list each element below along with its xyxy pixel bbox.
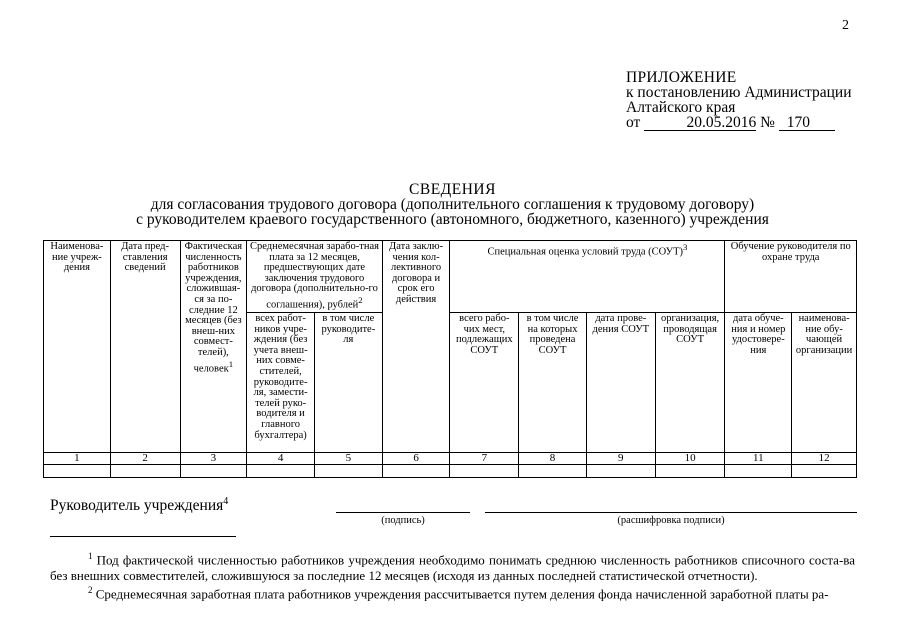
table-cell (792, 464, 857, 477)
table-data-row (44, 464, 857, 477)
column-number: 5 (314, 453, 382, 465)
data-table (43, 240, 857, 478)
number-label: № (760, 114, 775, 131)
col-header-10: организация, проводящая СОУТ (655, 313, 725, 453)
col-header-1: Наименова-ние учреж-дения (44, 241, 111, 453)
footnote-2 (50, 582, 855, 602)
column-number: 9 (586, 453, 655, 465)
table-cell (314, 464, 382, 477)
footnote-ref-3: 3 (683, 242, 688, 252)
table-cell (725, 464, 792, 477)
footnote-separator (50, 536, 236, 537)
col-group-sout: Специальная оценка условий труда (СОУТ)$^3$ (450, 241, 725, 313)
column-number: 6 (382, 453, 450, 465)
title-line-1: для согласования трудового договора (дополнительного соглашения к трудовому договору) (150, 196, 755, 213)
table-cell (382, 464, 450, 477)
column-number: 11 (725, 453, 792, 465)
col-header-11: дата обуче-ния и номер удостовере-ния (725, 313, 792, 453)
col-header-8: в том числе на которых проведена СОУТ (519, 313, 587, 453)
col-header-4: всех работ-ников учре-ждения (без учета внеш-них совме-стителей, руководите-ля, замести-телей руко-водителя и главного бухгалтера) (247, 313, 315, 453)
footnote-2-text: Среднемесячная заработная плата работников учреждения рассчитывается путем деления фонда начисленной заработной платы ра- (95, 586, 829, 602)
table-cell (110, 464, 180, 477)
column-number: 10 (655, 453, 725, 465)
table-header-row-1 (44, 241, 857, 313)
appendix-date-row (626, 115, 852, 131)
footnote-ref-1: 1 (228, 358, 234, 369)
column-number: 8 (519, 453, 587, 465)
footnote-1-number: 1 (88, 551, 93, 561)
from-label: от (626, 114, 641, 131)
column-number: 1 (44, 453, 111, 465)
decree-number: 170 (779, 115, 835, 131)
signature-caption: (подпись) (381, 515, 425, 526)
table-cell (519, 464, 587, 477)
name-line (485, 512, 857, 513)
name-caption: (расшифровка подписи) (617, 515, 725, 526)
document-title (0, 182, 905, 227)
col-header-2: Дата пред-ставления сведений (110, 241, 180, 453)
title-line-2: с руководителем краевого государственного (автономного, бюджетного, казенного) учреждения (136, 211, 769, 228)
footnote-1 (50, 548, 855, 584)
footnote-2-number: 2 (88, 585, 93, 595)
footnote-ref-2: 2 (358, 294, 363, 305)
title-heading: СВЕДЕНИЯ (409, 181, 496, 198)
appendix-line-2: Алтайского края (626, 99, 736, 116)
col-header-7: всего рабо-чих мест, подлежащих СОУТ (450, 313, 519, 453)
col-header-9: дата прове-дения СОУТ (586, 313, 655, 453)
col-header-5: в том числе руководите-ля (314, 313, 382, 453)
table-cell (44, 464, 111, 477)
col-header-3: Фактическая численность работников учреждения, сложившая-ся за по-следние 12 месяцев (без внеш-них совмест-телей), человек$^1$ (180, 241, 247, 453)
column-number: 2 (110, 453, 180, 465)
decree-date: 20.05.2016 (644, 115, 756, 131)
col-header-12: наименова-ние обу-чающей организации (792, 313, 857, 453)
col-header-6: Дата заклю-чения кол-лективного договора и срок его действия (382, 241, 450, 453)
column-number: 12 (792, 453, 857, 465)
column-number: 4 (247, 453, 315, 465)
footnote-1-text: Под фактической численностью работников учреждения необходимо понимать среднюю численность работников списочного соста-ва без внешних совместителей, сложившуюся за последние 12 месяцев (исходя из данных последней статистической отчетности). (50, 552, 856, 584)
column-number: 7 (450, 453, 519, 465)
table-cell (247, 464, 315, 477)
table-cell (450, 464, 519, 477)
signature-line (336, 512, 470, 513)
appendix-title: ПРИЛОЖЕНИЕ (626, 69, 737, 86)
table-cell (655, 464, 725, 477)
table-cell (180, 464, 247, 477)
col-group-salary: Среднемесячная зарабо-тная плата за 12 месяцев, предшествующих дате заключения трудового договора (дополнительно-го соглашения), рублей$^2$ (247, 241, 382, 313)
page-number: 2 (842, 18, 849, 33)
footnote-ref-4: 4 (223, 496, 229, 507)
appendix-block (626, 70, 852, 131)
col-group-training: Обучение руководителя по охране труда (725, 241, 857, 313)
appendix-line-1: к постановлению Администрации (626, 84, 852, 101)
table-cell (586, 464, 655, 477)
column-number: 3 (180, 453, 247, 465)
column-number-row (44, 453, 857, 465)
signature-label: Руководитель учреждения$^4$ (50, 496, 229, 515)
